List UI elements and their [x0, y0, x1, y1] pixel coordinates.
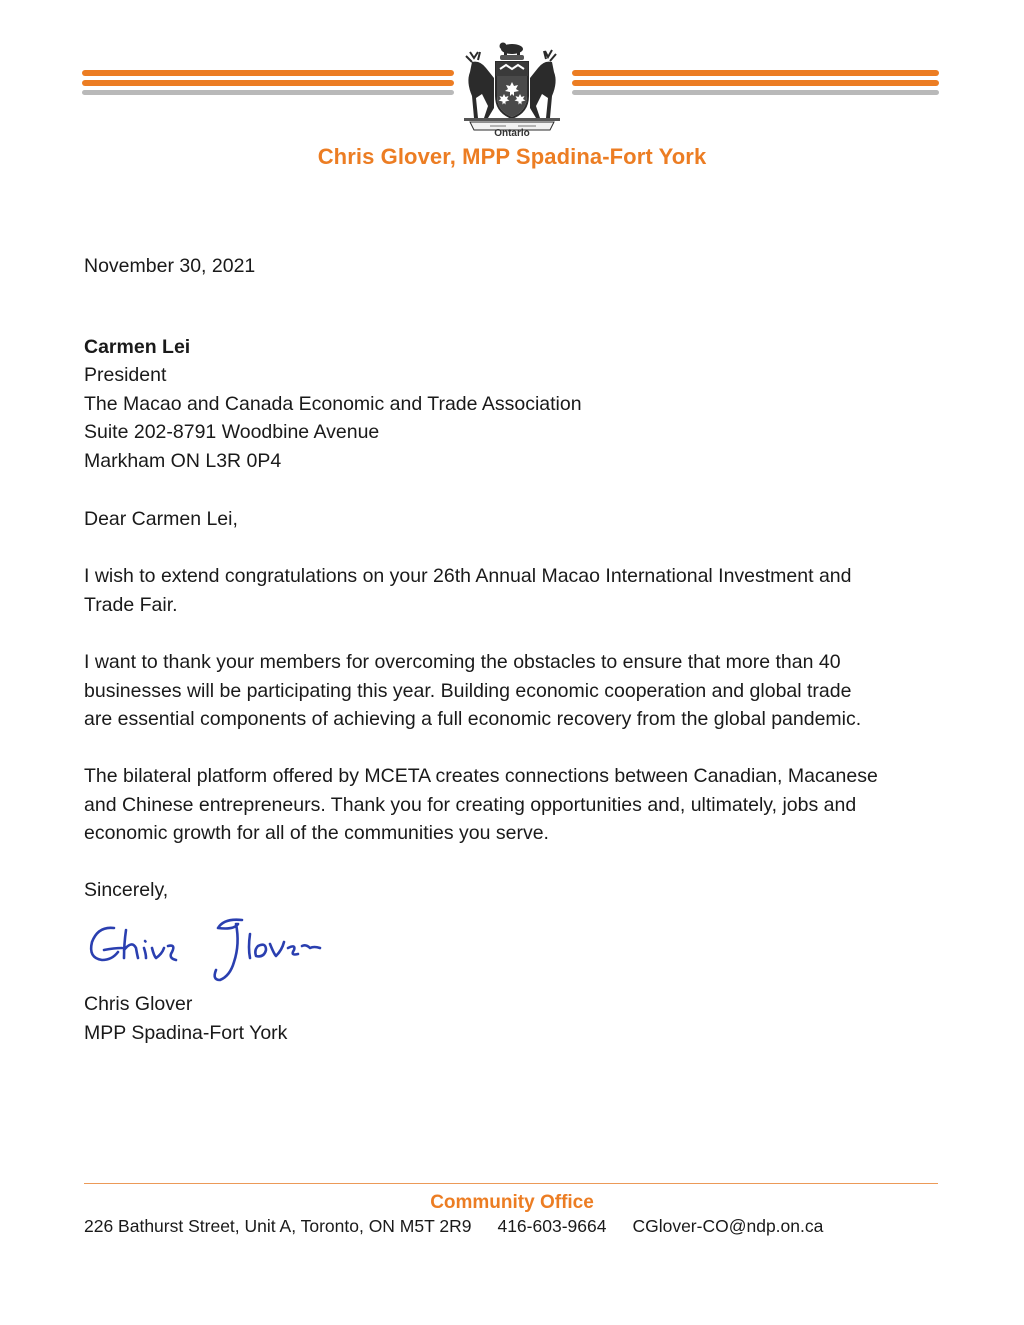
footer-divider — [84, 1183, 938, 1184]
paragraph-line: Trade Fair. — [84, 593, 178, 616]
recipient-name: Carmen Lei — [84, 336, 191, 358]
sender-title: MPP Spadina-Fort York — [84, 1022, 288, 1044]
paragraph-1 — [84, 562, 954, 619]
recipient-organization: The Macao and Canada Economic and Trade Association — [84, 393, 582, 415]
sender-name: Chris Glover — [84, 993, 193, 1015]
crest-label: Ontario — [494, 128, 530, 139]
footer-contact — [84, 1216, 944, 1237]
letterhead-stripes-left — [82, 70, 454, 98]
letter-date: November 30, 2021 — [84, 255, 256, 277]
ontario-crest-icon — [460, 38, 564, 138]
footer-phone: 416-603-9664 — [497, 1216, 607, 1236]
closing: Sincerely, — [84, 879, 169, 901]
paragraph-line: The bilateral platform offered by MCETA creates connections between Canadian, Macanese — [84, 765, 878, 787]
footer-heading: Community Office — [430, 1192, 594, 1213]
handwritten-signature — [84, 914, 354, 990]
recipient-address-line2: Markham ON L3R 0P4 — [84, 450, 282, 472]
paragraph-line: are essential components of achieving a full economic recovery from the global pandemic. — [84, 708, 862, 730]
paragraph-line: economic growth for all of the communities you serve. — [84, 822, 549, 844]
salutation: Dear Carmen Lei, — [84, 508, 238, 530]
paragraph-line: businesses will be participating this year. Building economic cooperation and global trade — [84, 679, 852, 702]
paragraph-3 — [84, 762, 954, 848]
footer-address: 226 Bathurst Street, Unit A, Toronto, ON M5T 2R9 — [84, 1216, 472, 1236]
footer-email[interactable]: CGlover-CO@ndp.on.ca — [632, 1216, 824, 1236]
letterhead-title: Chris Glover, MPP Spadina-Fort York — [317, 144, 707, 169]
letterhead-stripes-right — [572, 70, 939, 98]
paragraph-line: I want to thank your members for overcoming the obstacles to ensure that more than 40 — [84, 651, 841, 673]
paragraph-line: and Chinese entrepreneurs. Thank you for creating opportunities and, ultimately, jobs and — [84, 793, 857, 816]
recipient-title: President — [84, 364, 167, 386]
paragraph-line: I wish to extend congratulations on your 26th Annual Macao International Investment and — [84, 565, 852, 587]
paragraph-2 — [84, 648, 954, 734]
recipient-address-line1: Suite 202-8791 Woodbine Avenue — [84, 421, 380, 443]
